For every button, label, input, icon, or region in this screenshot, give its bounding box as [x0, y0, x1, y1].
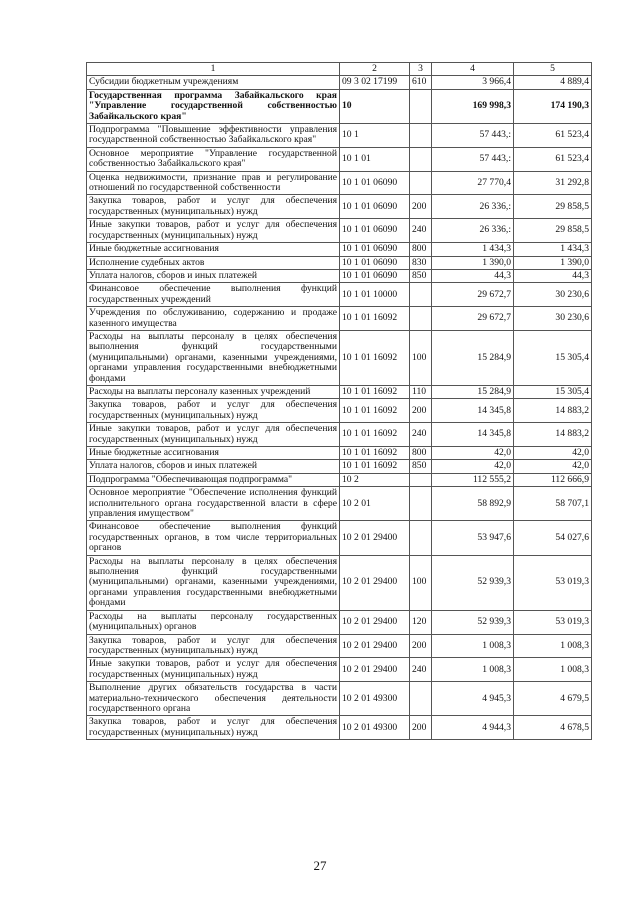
table-row — [87, 473, 592, 486]
table-row — [87, 171, 592, 195]
row-value-1: 4 945,3 — [432, 682, 514, 716]
row-name: Уплата налогов, сборов и иных платежей — [87, 269, 340, 282]
table-row — [87, 269, 592, 282]
row-name: Учреждения по обслуживанию, содержанию и продаже казенного имущества — [87, 307, 340, 331]
row-name: Финансовое обеспечение выполнения функций государственных органов, в том числе территориальных органов — [87, 521, 340, 555]
row-name: Субсидии бюджетным учреждениям — [87, 76, 340, 89]
table-row — [87, 147, 592, 171]
row-vr — [410, 283, 432, 307]
row-value-2: 4 678,5 — [514, 716, 592, 740]
row-vr — [410, 171, 432, 195]
row-value-1: 169 998,3 — [432, 89, 514, 123]
row-code: 10 2 01 29400 — [340, 634, 410, 658]
row-code: 10 1 01 06090 — [340, 269, 410, 282]
row-vr: 240 — [410, 423, 432, 447]
column-header-value-2: 5 — [514, 63, 592, 76]
row-value-2: 14 883,2 — [514, 423, 592, 447]
column-header-code: 2 — [340, 63, 410, 76]
row-value-1: 112 555,2 — [432, 473, 514, 486]
row-code: 10 1 01 — [340, 147, 410, 171]
row-value-2: 4 889,4 — [514, 76, 592, 89]
row-code: 10 1 01 10000 — [340, 283, 410, 307]
row-vr: 850 — [410, 460, 432, 473]
row-value-1: 1 390,0 — [432, 256, 514, 269]
row-value-2: 1 434,3 — [514, 243, 592, 256]
row-value-2: 112 666,9 — [514, 473, 592, 486]
row-code: 10 1 01 16092 — [340, 423, 410, 447]
row-value-1: 4 944,3 — [432, 716, 514, 740]
row-code: 10 1 — [340, 124, 410, 148]
row-vr — [410, 473, 432, 486]
table-row — [87, 447, 592, 460]
row-value-2: 30 230,6 — [514, 307, 592, 331]
row-name: Подпрограмма "Обеспечивающая подпрограмма" — [87, 473, 340, 486]
row-code: 10 1 01 06090 — [340, 219, 410, 243]
table-row — [87, 658, 592, 682]
row-value-1: 29 672,7 — [432, 307, 514, 331]
table-row — [87, 399, 592, 423]
row-name: Исполнение судебных актов — [87, 256, 340, 269]
row-value-2: 1 008,3 — [514, 634, 592, 658]
row-value-1: 57 443,: — [432, 124, 514, 148]
row-value-2: 1 390,0 — [514, 256, 592, 269]
row-value-2: 1 008,3 — [514, 658, 592, 682]
row-name: Закупка товаров, работ и услуг для обеспечения государственных (муниципальных) нужд — [87, 716, 340, 740]
table-row — [87, 716, 592, 740]
table-row — [87, 555, 592, 610]
row-value-2: 31 292,8 — [514, 171, 592, 195]
row-value-1: 44,3 — [432, 269, 514, 282]
row-value-1: 14 345,8 — [432, 399, 514, 423]
row-code: 10 2 01 49300 — [340, 682, 410, 716]
table-row — [87, 219, 592, 243]
row-vr: 830 — [410, 256, 432, 269]
row-value-1: 42,0 — [432, 447, 514, 460]
row-code: 10 1 01 16092 — [340, 399, 410, 423]
table-row — [87, 307, 592, 331]
row-vr — [410, 147, 432, 171]
row-code: 09 3 02 17199 — [340, 76, 410, 89]
page-number: 27 — [313, 858, 327, 873]
row-value-1: 1 434,3 — [432, 243, 514, 256]
row-code: 10 1 01 16092 — [340, 330, 410, 385]
row-code: 10 1 01 06090 — [340, 256, 410, 269]
row-vr — [410, 682, 432, 716]
row-name: Подпрограмма "Повышение эффективности управления государственной собственностью Забайкальского края" — [87, 124, 340, 148]
row-vr: 610 — [410, 76, 432, 89]
table-row — [87, 460, 592, 473]
row-value-2: 53 019,3 — [514, 555, 592, 610]
row-vr: 100 — [410, 330, 432, 385]
row-value-1: 1 008,3 — [432, 634, 514, 658]
table-row — [87, 610, 592, 634]
row-value-1: 3 966,4 — [432, 76, 514, 89]
row-value-2: 29 858,5 — [514, 195, 592, 219]
row-value-1: 15 284,9 — [432, 385, 514, 398]
row-value-2: 54 027,6 — [514, 521, 592, 555]
row-name: Закупка товаров, работ и услуг для обеспечения государственных (муниципальных) нужд — [87, 399, 340, 423]
table-header — [87, 63, 592, 76]
table-row — [87, 521, 592, 555]
row-vr: 110 — [410, 385, 432, 398]
row-value-2: 42,0 — [514, 460, 592, 473]
row-value-2: 29 858,5 — [514, 219, 592, 243]
row-vr: 240 — [410, 219, 432, 243]
row-name: Расходы на выплаты персоналу государственных (муниципальных) органов — [87, 610, 340, 634]
row-value-1: 57 443,: — [432, 147, 514, 171]
row-name: Закупка товаров, работ и услуг для обеспечения государственных (муниципальных) нужд — [87, 634, 340, 658]
row-value-1: 52 939,3 — [432, 555, 514, 610]
row-value-1: 29 672,7 — [432, 283, 514, 307]
row-name: Расходы на выплаты персоналу в целях обеспечения выполнения функций государственными (муниципальными) органами, казенными учреждениями, органами управления государственными внебюджетными фондами — [87, 330, 340, 385]
table-row — [87, 634, 592, 658]
row-value-2: 30 230,6 — [514, 283, 592, 307]
table-row — [87, 124, 592, 148]
row-code: 10 2 01 29400 — [340, 521, 410, 555]
row-name: Основное мероприятие "Обеспечение исполнения функций исполнительного органа государственной власти в сфере управления имуществом" — [87, 487, 340, 521]
table-row — [87, 487, 592, 521]
row-code: 10 1 01 06090 — [340, 195, 410, 219]
row-code: 10 2 01 — [340, 487, 410, 521]
row-value-2: 15 305,4 — [514, 385, 592, 398]
row-name: Закупка товаров, работ и услуг для обеспечения государственных (муниципальных) нужд — [87, 195, 340, 219]
row-value-2: 14 883,2 — [514, 399, 592, 423]
row-code: 10 1 01 16092 — [340, 447, 410, 460]
row-vr: 200 — [410, 634, 432, 658]
row-vr: 100 — [410, 555, 432, 610]
row-code: 10 2 01 29400 — [340, 610, 410, 634]
row-vr: 800 — [410, 447, 432, 460]
row-value-2: 42,0 — [514, 447, 592, 460]
row-vr — [410, 307, 432, 331]
row-vr: 850 — [410, 269, 432, 282]
row-value-1: 52 939,3 — [432, 610, 514, 634]
row-name: Выполнение других обязательств государства в части материально-технического обеспечения деятельности государственного органа — [87, 682, 340, 716]
table-row — [87, 385, 592, 398]
row-name: Основное мероприятие "Управление государственной собственностью Забайкальского края" — [87, 147, 340, 171]
row-name: Финансовое обеспечение выполнения функций государственных учреждений — [87, 283, 340, 307]
row-value-2: 61 523,4 — [514, 124, 592, 148]
row-name: Государственная программа Забайкальского края "Управление государственной собственностью Забайкальского края" — [87, 89, 340, 123]
row-code: 10 1 01 06090 — [340, 171, 410, 195]
row-value-2: 15 305,4 — [514, 330, 592, 385]
row-value-2: 174 190,3 — [514, 89, 592, 123]
row-vr — [410, 124, 432, 148]
row-value-1: 27 770,4 — [432, 171, 514, 195]
row-value-1: 58 892,9 — [432, 487, 514, 521]
table-row — [87, 330, 592, 385]
row-vr: 200 — [410, 399, 432, 423]
row-name: Расходы на выплаты персоналу казенных учреждений — [87, 385, 340, 398]
row-code: 10 2 01 49300 — [340, 716, 410, 740]
column-header-name: 1 — [87, 63, 340, 76]
row-value-1: 1 008,3 — [432, 658, 514, 682]
row-value-1: 15 284,9 — [432, 330, 514, 385]
row-value-2: 61 523,4 — [514, 147, 592, 171]
column-header-value-1: 4 — [432, 63, 514, 76]
row-value-2: 4 679,5 — [514, 682, 592, 716]
row-vr: 200 — [410, 716, 432, 740]
row-name: Оценка недвижимости, признание прав и регулирование отношений по государственной собственности — [87, 171, 340, 195]
row-vr: 200 — [410, 195, 432, 219]
row-code: 10 2 01 29400 — [340, 658, 410, 682]
row-code: 10 1 01 16092 — [340, 385, 410, 398]
row-code: 10 1 01 06090 — [340, 243, 410, 256]
row-name: Иные бюджетные ассигнования — [87, 243, 340, 256]
row-value-2: 53 019,3 — [514, 610, 592, 634]
row-code: 10 — [340, 89, 410, 123]
row-value-1: 26 336,: — [432, 219, 514, 243]
table-row — [87, 682, 592, 716]
table-row — [87, 195, 592, 219]
row-name: Иные закупки товаров, работ и услуг для обеспечения государственных (муниципальных) нужд — [87, 658, 340, 682]
row-vr: 800 — [410, 243, 432, 256]
header-row — [87, 63, 592, 76]
table-row — [87, 243, 592, 256]
row-value-1: 26 336,: — [432, 195, 514, 219]
row-name: Расходы на выплаты персоналу в целях обеспечения выполнения функций государственными (муниципальными) органами, казенными учреждениями, органами управления государственными внебюджетными фондами — [87, 555, 340, 610]
row-name: Иные бюджетные ассигнования — [87, 447, 340, 460]
row-vr: 240 — [410, 658, 432, 682]
row-vr — [410, 487, 432, 521]
row-value-1: 42,0 — [432, 460, 514, 473]
table-body — [87, 76, 592, 740]
budget-table — [86, 62, 592, 740]
row-vr — [410, 89, 432, 123]
table-row — [87, 256, 592, 269]
table-row — [87, 89, 592, 123]
row-value-2: 58 707,1 — [514, 487, 592, 521]
table-row — [87, 423, 592, 447]
row-code: 10 1 01 16092 — [340, 307, 410, 331]
row-name: Уплата налогов, сборов и иных платежей — [87, 460, 340, 473]
table-row — [87, 283, 592, 307]
row-vr — [410, 521, 432, 555]
row-value-1: 14 345,8 — [432, 423, 514, 447]
row-name: Иные закупки товаров, работ и услуг для обеспечения государственных (муниципальных) нужд — [87, 423, 340, 447]
row-code: 10 2 — [340, 473, 410, 486]
table-row — [87, 76, 592, 89]
row-name: Иные закупки товаров, работ и услуг для обеспечения государственных (муниципальных) нужд — [87, 219, 340, 243]
row-code: 10 1 01 16092 — [340, 460, 410, 473]
row-code: 10 2 01 29400 — [340, 555, 410, 610]
row-vr: 120 — [410, 610, 432, 634]
column-header-vr: 3 — [410, 63, 432, 76]
row-value-2: 44,3 — [514, 269, 592, 282]
row-value-1: 53 947,6 — [432, 521, 514, 555]
